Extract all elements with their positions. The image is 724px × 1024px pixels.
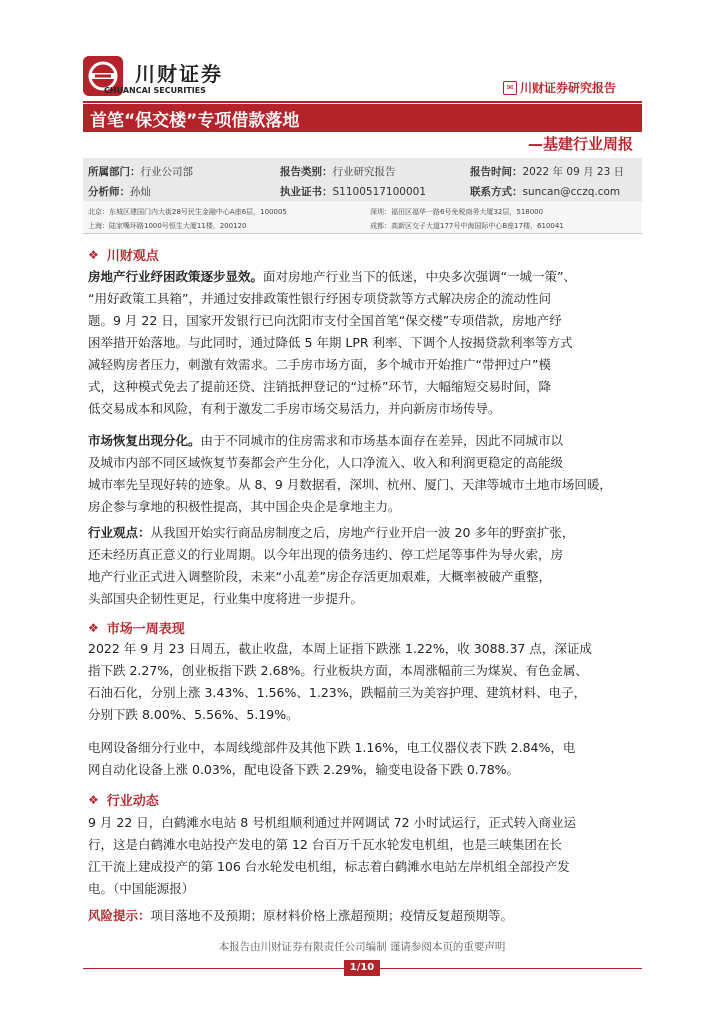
report-tag-label: 川财证券研究报告: [520, 81, 617, 95]
dept-info: 所属部门：行业公司部: [88, 166, 193, 178]
cert-info: 执业证书：S1100517100001: [280, 186, 427, 198]
page-title: 首笔“保交楼”专项借款落地: [90, 111, 300, 131]
page-number: 1/10: [344, 960, 380, 976]
address-shanghai: 上海：陆家嘴环路1000号恒生大厦11楼，200120: [88, 222, 247, 230]
category-info: 报告类别：行业研究报告: [280, 166, 396, 178]
address-beijing: 北京：东城区建国门内大街28号民生金融中心A座6层，100005: [88, 208, 287, 216]
paragraph-policy: 房地产行业纾困政策逐步显效。面对房地产行业当下的低迷，中央多次强调“一城一策”、 “用好政策工具箱”，并通过安排政策性银行纾困专项贷款等方式解决房企的流动性问 题。9 月 22 日，国家开发银行已向沈阳市支付全国首笔“保交楼”专项借款，房地产纾 困举措开始落地。与此同时，通过降低 5 年期 LPR 利率、下调个人按揭贷款利率等方式 减轻购房者压力，刺激有效需求。二手房市场方面，多个城市开始推广“带押过户”模 式，这种模式免去了提前还贷、注销抵押登记的“过桥”环节，大幅缩短交易时间，降 低交易成本和风险，有利于激发二手房市场交易活力，并向新房市场传导。: [88, 269, 576, 416]
address-shenzhen: 深圳：福田区福华一路6号免税商务大厦32层，518000: [370, 208, 544, 216]
header-divider: [83, 101, 642, 103]
diamond-bullet-icon: ❖: [88, 792, 99, 807]
analyst-info: 分析师：孙灿: [88, 186, 151, 198]
footer-disclaimer: 本报告由川财证券有限责任公司编制 谨请参阅本页的重要声明: [218, 941, 506, 953]
contact-info: 联系方式：suncan@cczq.com: [470, 186, 621, 198]
paragraph-industry-view: 行业观点：从我国开始实行商品房制度之后，房地产行业开启一波 20 多年的野蛮扩张， 还未经历真正意义的行业周期。以今年出现的债务违约、停工烂尾等事件为导火索，房 地产行业正式进入调整阶段，未来“小乱差”房企存活更加艰难，大概率被破产重整， 头部国央企韧性更足，行业集中度将进一步提升。: [88, 525, 575, 606]
diamond-bullet-icon: ❖: [88, 620, 99, 635]
report-tag: [503, 79, 616, 96]
brand-name: 川财证券: [135, 62, 223, 86]
report-icon: ✉: [503, 81, 517, 95]
diamond-bullet-icon: ❖: [88, 247, 99, 262]
brand-name-en: CHUANCAI SECURITIES: [104, 86, 206, 95]
section-title-news: ❖ 行业动态: [88, 792, 159, 809]
paragraph-grid-equipment: 电网设备细分行业中，本周线缆部件及其他下跌 1.16%，电工仪器仪表下跌 2.84%，电 网自动化设备上涨 0.03%，配电设备下跌 2.29%，输变电设备下跌 0.78%。: [88, 740, 576, 777]
paragraph-market-recovery: 市场恢复出现分化。由于不同城市的住房需求和市场基本面存在差异，因此不同城市以 及城市内部不同区域恢复节奏都会产生分化，人口净流入、收入和利润更稳定的高能级 城市率先呈现好转的迹象。从 8、9 月数据看，深圳、杭州、厦门、天津等城市土地市场回暖， 房企参与拿地的积极性提高，其中国企央企是拿地主力。: [88, 433, 612, 514]
time-info: 报告时间：2022 年 09 月 23 日: [470, 166, 625, 178]
section-title-market: ❖ 市场一周表现: [88, 620, 185, 637]
page-subtitle: —基建行业周报: [528, 135, 634, 153]
section-title-viewpoint: ❖ 川财观点: [88, 247, 159, 264]
address-chengdu: 成都：高新区交子大道177号中海国际中心B座17楼，610041: [370, 222, 564, 230]
paragraph-industry-news: 9 月 22 日，白鹤滩水电站 8 号机组顺利通过并网调试 72 小时试运行，正式转入商业运 行，这是白鹤滩水电站投产发电的第 12 台百万千瓦水轮发电机组，也是三峡集团在长 江干流上建成投产的第 106 台水轮发电机组，标志着白鹤滩水电站左岸机组全部投产发 电。（中国能源报）: [88, 815, 577, 896]
risk-warning: 风险提示：项目落地不及预期；原材料价格上涨超预期；疫情反复超预期等。: [88, 908, 514, 923]
paragraph-market-weekly: 2022 年 9 月 23 日周五，截止收盘，本周上证指下跌涨 1.22%，收 3088.37 点，深证成 指下跌 2.27%，创业板指下跌 2.68%。行业板块方面，本周涨幅前三为煤炭、有色金属、 石油石化，分别上涨 3.43%、1.56%、1.23%，跌幅前三为美容护理、建筑材料、电子， 分别下跌 8.00%、5.56%、5.19%。: [88, 641, 592, 722]
